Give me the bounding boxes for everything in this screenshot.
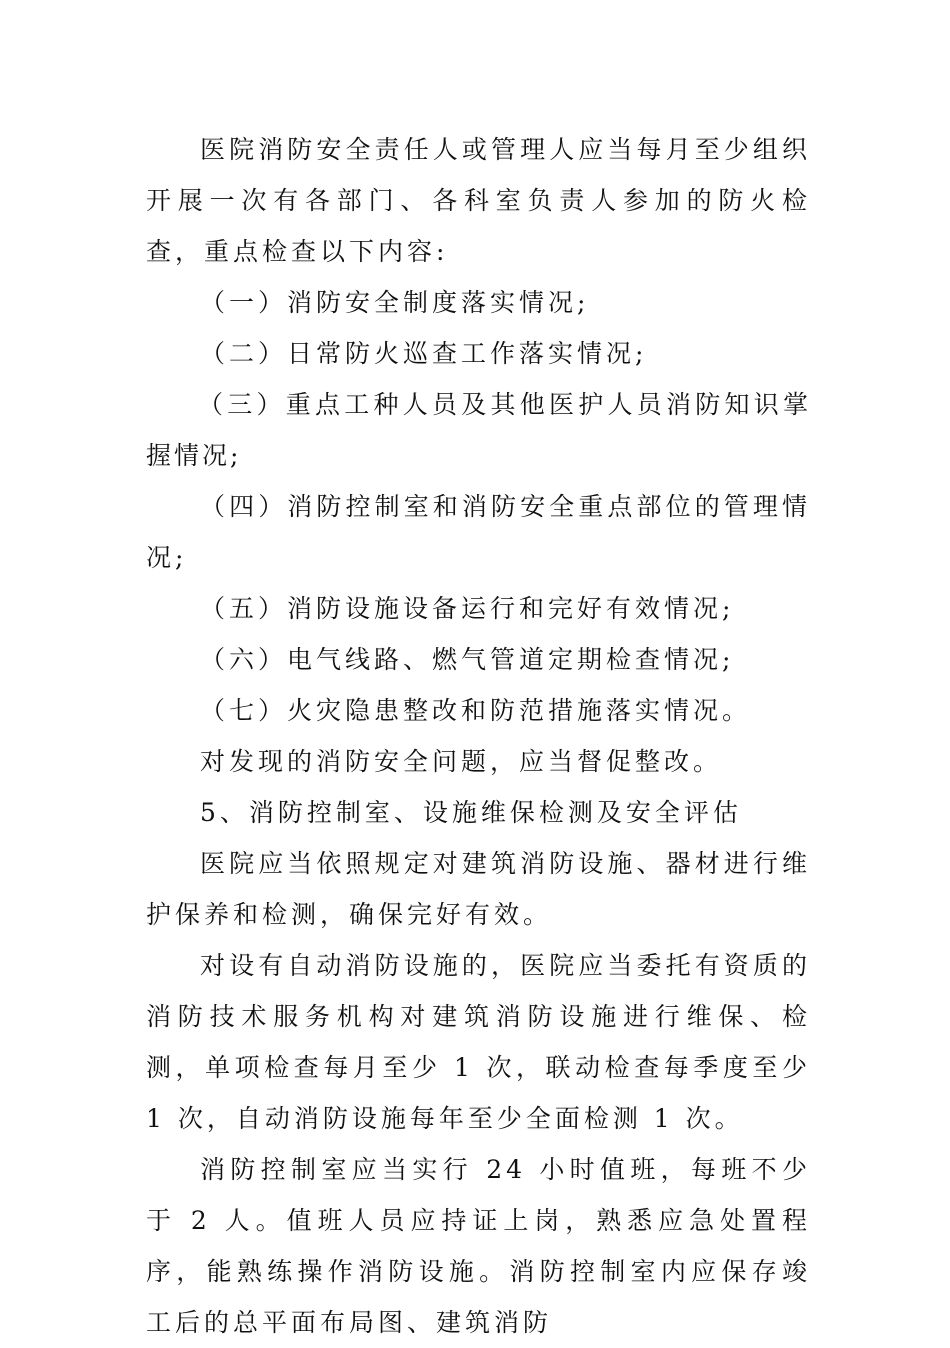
- section-heading-5: 5、消防控制室、设施维保检测及安全评估: [200, 798, 742, 827]
- paragraph-control-room: 消防控制室应当实行 24 小时值班，每班不少于 2 人。值班人员应持证上岗，熟悉应急处置程序，能熟练操作消防设施。消防控制室内应保存竣工后的总平面布局图、建筑消防: [146, 1155, 811, 1337]
- paragraph-inspection-intro: 医院消防安全责任人或管理人应当每月至少组织开展一次有各部门、各科室负责人参加的防火检查，重点检查以下内容:: [146, 135, 811, 266]
- list-item-7: （七）火灾隐患整改和防范措施落实情况。: [200, 696, 752, 725]
- list-item-4: （四）消防控制室和消防安全重点部位的管理情况;: [146, 492, 811, 572]
- list-item-2: （二）日常防火巡查工作落实情况;: [200, 339, 648, 368]
- list-item-1: （一）消防安全制度落实情况;: [200, 288, 590, 317]
- paragraph-rectification: 对发现的消防安全问题，应当督促整改。: [200, 747, 723, 776]
- list-item-6: （六）电气线路、燃气管道定期检查情况;: [200, 645, 735, 674]
- document-body: [146, 124, 811, 1348]
- list-item-5: （五）消防设施设备运行和完好有效情况;: [200, 594, 735, 623]
- list-item-3: （三）重点工种人员及其他医护人员消防知识掌握情况;: [146, 390, 811, 470]
- paragraph-automatic-facilities: 对设有自动消防设施的，医院应当委托有资质的消防技术服务机构对建筑消防设施进行维保、检测，单项检查每月至少 1 次，联动检查每季度至少 1 次，自动消防设施每年至少全面检测 1 次。: [146, 951, 811, 1133]
- paragraph-maintenance: 医院应当依照规定对建筑消防设施、器材进行维护保养和检测，确保完好有效。: [146, 849, 811, 929]
